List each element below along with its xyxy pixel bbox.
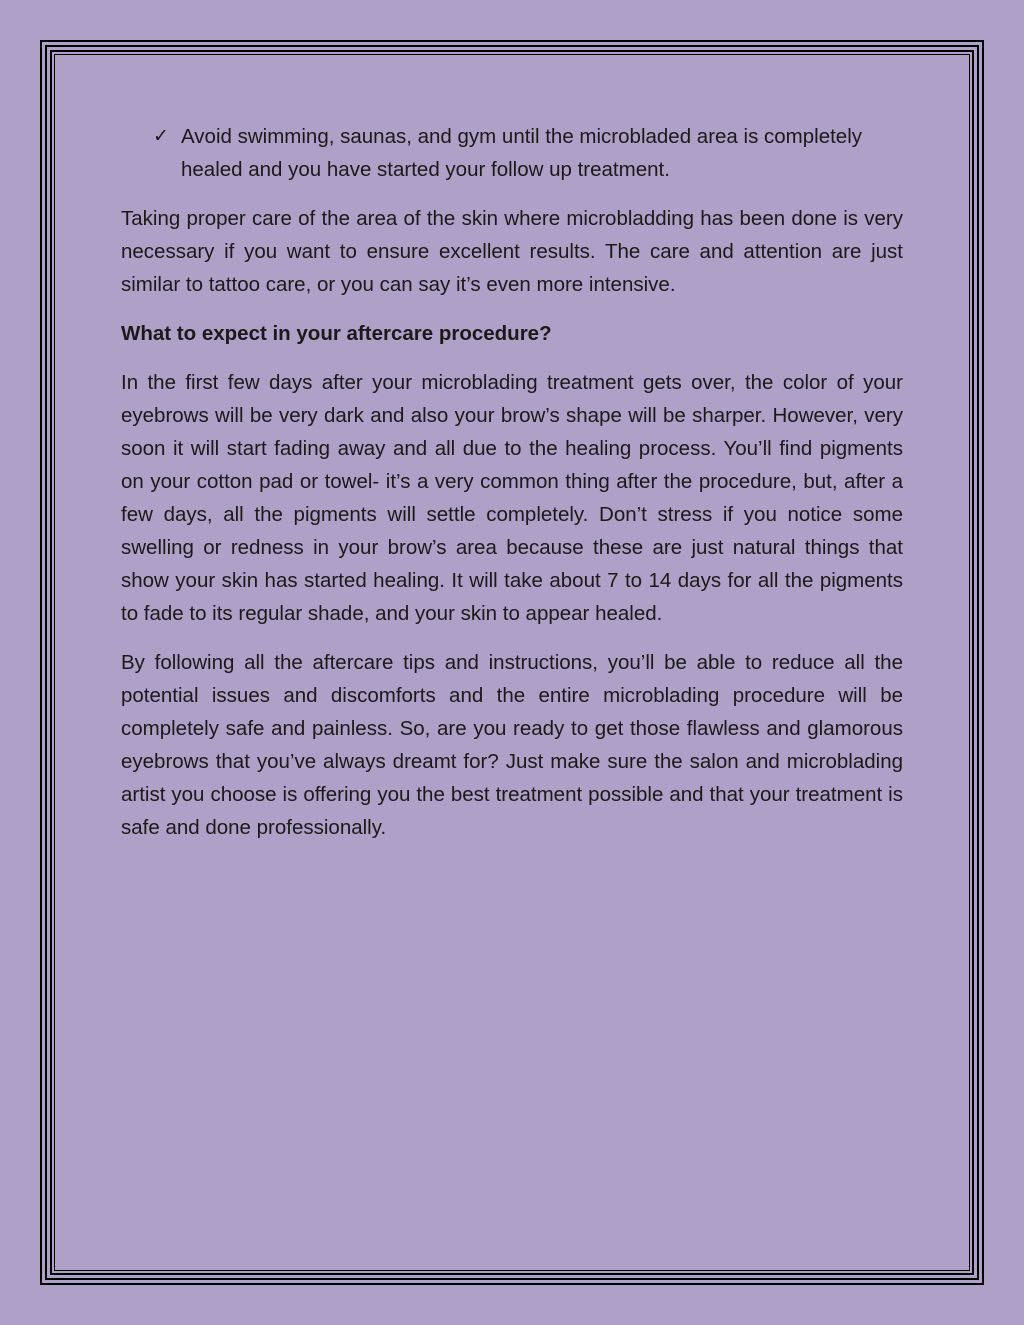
checklist-item: [121, 120, 903, 186]
closing-paragraph: By following all the aftercare tips and instructions, you’ll be able to reduce all the potential issues and discomforts and the entire microblading procedure will be completely safe and painless. So, are you ready to get those flawless and glamorous eyebrows that you’ve always dreamt for? Just make sure the salon and microblading artist you choose is offering you the best treatment possible and that your treatment is safe and done professionally.: [121, 651, 903, 839]
checklist-item-text: Avoid swimming, saunas, and gym until the microbladed area is completely healed and you have started your follow up treatment.: [181, 125, 863, 181]
document-body: [121, 120, 903, 860]
check-icon: ✓: [153, 125, 169, 147]
intro-paragraph: Taking proper care of the area of the skin where microbladding has been done is very necessary if you want to ensure excellent results. The care and attention are just similar to tattoo care, or you can say it’s even more intensive.: [121, 207, 903, 296]
section-heading: What to expect in your aftercare procedure?: [121, 322, 552, 345]
expect-paragraph: In the first few days after your microblading treatment gets over, the color of your eyebrows will be very dark and also your brow’s shape will be sharper. However, very soon it will start fading away and all due to the healing process. You’ll find pigments on your cotton pad or towel- it’s a very common thing after the procedure, but, after a few days, all the pigments will settle completely. Don’t stress if you notice some swelling or redness in your brow’s area because these are just natural things that show your skin has started healing. It will take about 7 to 14 days for all the pigments to fade to its regular shade, and your skin to appear healed.: [121, 371, 903, 625]
